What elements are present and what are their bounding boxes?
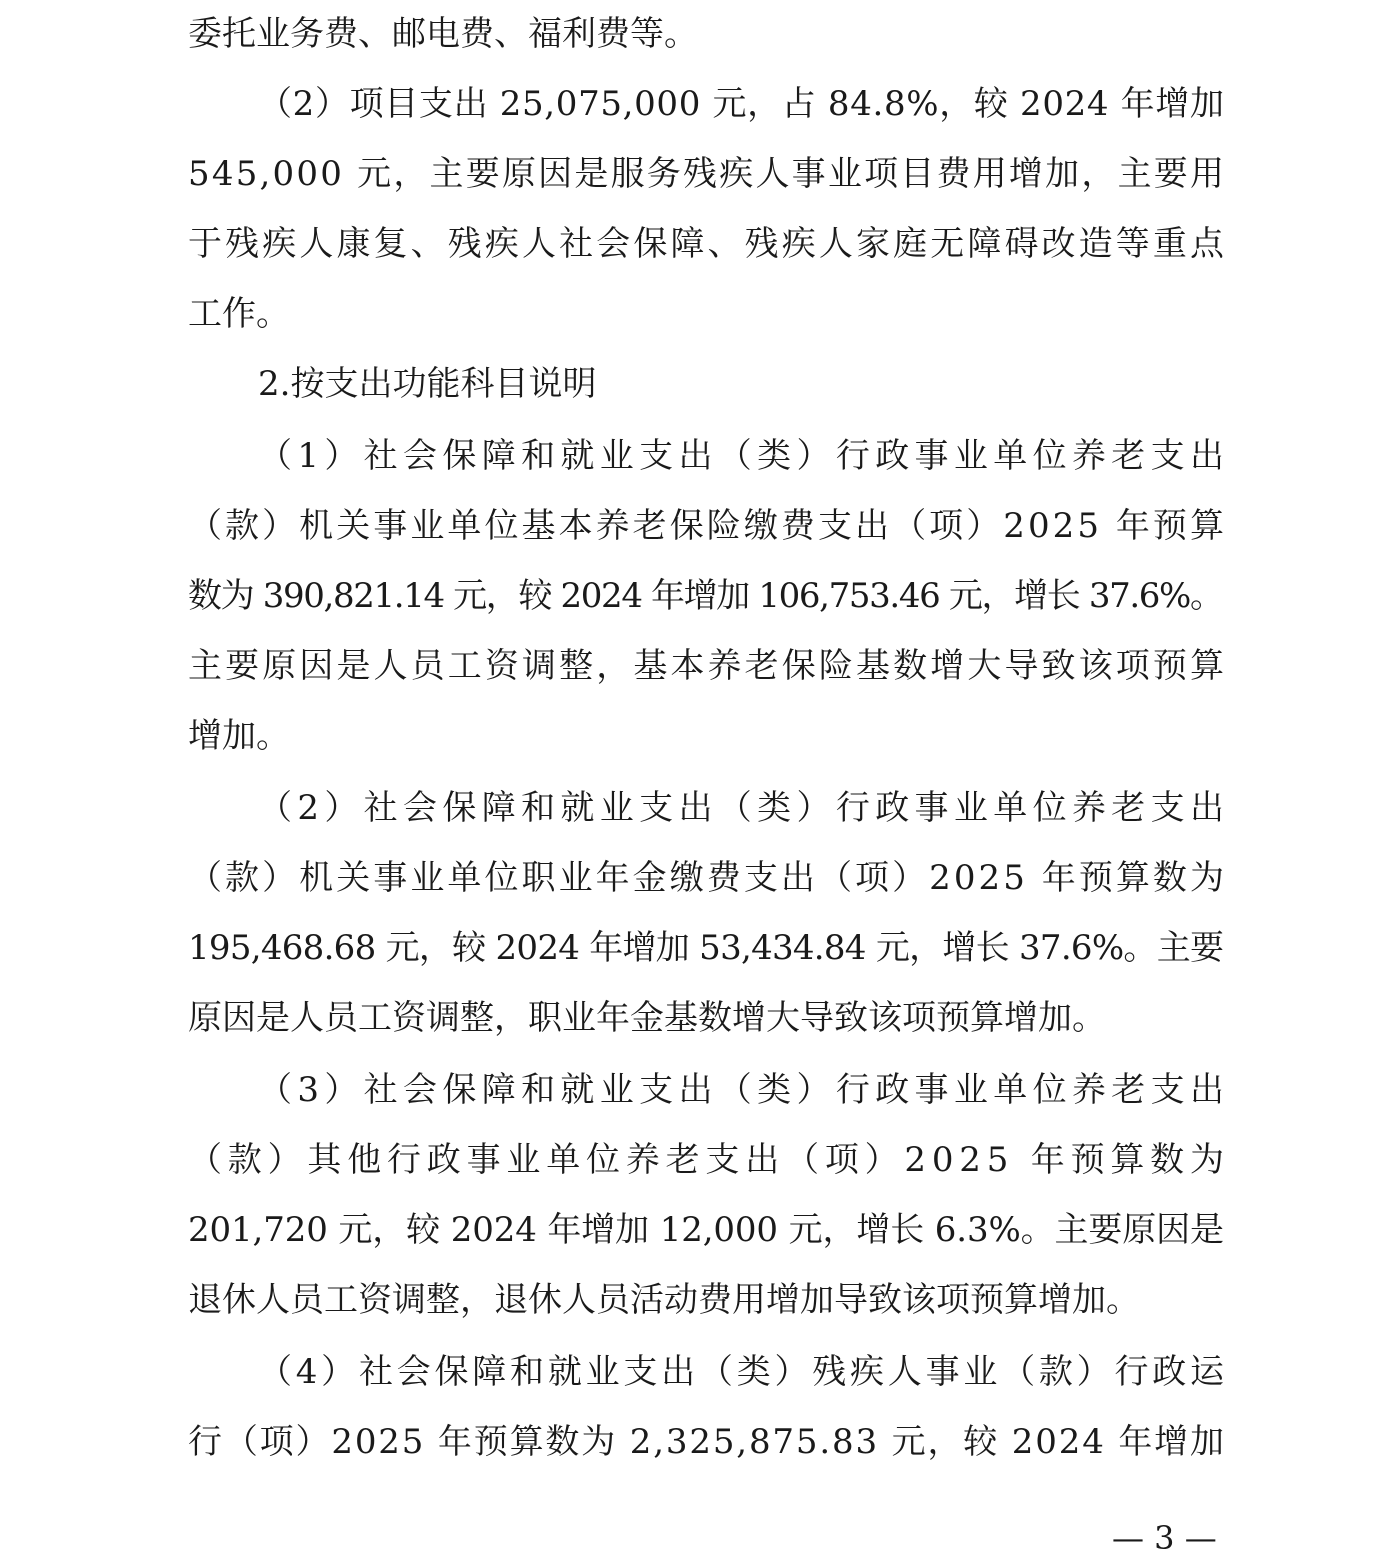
text-line — [188, 1414, 1224, 1470]
text-line — [188, 638, 1228, 694]
text-line-content: 行（项）2025 年预算数为 2,325,875.83 元，较 2024 年增加 — [188, 1422, 1226, 1462]
text-line — [188, 1344, 1228, 1400]
text-line: 工作。 — [188, 294, 290, 334]
text-line: 原因是人员工资调整，职业年金基数增大导致该项预算增加。 — [188, 998, 1106, 1038]
text-line-content: （款）其他行政事业单位养老支出（项）2025 年预算数为 — [188, 1140, 1230, 1180]
text-line-content: 数为 390,821.14 元，较 2024 年增加 106,753.46 元，增长 37.6%。 — [188, 576, 1223, 616]
text-line-content: （款）机关事业单位职业年金缴费支出（项）2025 年预算数为 — [188, 858, 1228, 898]
text-line — [188, 428, 1230, 484]
text-line — [188, 216, 1228, 272]
text-line — [188, 780, 1230, 836]
text-line-content: 主要原因是人员工资调整，基本养老保险基数增大导致该项预算 — [188, 646, 1228, 686]
text-line — [188, 920, 1224, 976]
text-line: 增加。 — [188, 716, 290, 756]
section-heading: 2.按支出功能科目说明 — [258, 364, 597, 404]
text-line-content: （2）社会保障和就业支出（类）行政事业单位养老支出 — [258, 788, 1230, 828]
text-line-content: 201,720 元，较 2024 年增加 12,000 元，增长 6.3%。主要原因是 — [188, 1210, 1224, 1250]
text-line-content: （1）社会保障和就业支出（类）行政事业单位养老支出 — [258, 436, 1230, 476]
text-line-content: （款）机关事业单位基本养老保险缴费支出（项）2025 年预算 — [188, 506, 1228, 546]
text-line — [188, 1132, 1230, 1188]
text-line-content: （3）社会保障和就业支出（类）行政事业单位养老支出 — [258, 1070, 1230, 1110]
text-line — [188, 1202, 1224, 1258]
page-number: — 3 — — [1112, 1519, 1217, 1557]
text-line-content: （4）社会保障和就业支出（类）残疾人事业（款）行政运 — [258, 1352, 1228, 1392]
text-line-content: 195,468.68 元，较 2024 年增加 53,434.84 元，增长 37.6%。主要 — [188, 928, 1224, 968]
text-line — [188, 1062, 1230, 1118]
text-line — [188, 850, 1228, 906]
text-line-content: 545,000 元，主要原因是服务残疾人事业项目费用增加，主要用 — [188, 154, 1227, 194]
text-line-content: （2）项目支出 25,075,000 元，占 84.8%，较 2024 年增加 — [258, 84, 1225, 124]
text-line — [188, 568, 1224, 624]
text-line — [188, 146, 1227, 202]
text-line — [188, 76, 1224, 132]
text-line: 委托业务费、邮电费、福利费等。 — [188, 14, 698, 54]
text-line-content: 于残疾人康复、残疾人社会保障、残疾人家庭无障碍改造等重点 — [188, 224, 1228, 264]
text-line: 退休人员工资调整，退休人员活动费用增加导致该项预算增加。 — [188, 1280, 1140, 1320]
text-line — [188, 498, 1228, 554]
